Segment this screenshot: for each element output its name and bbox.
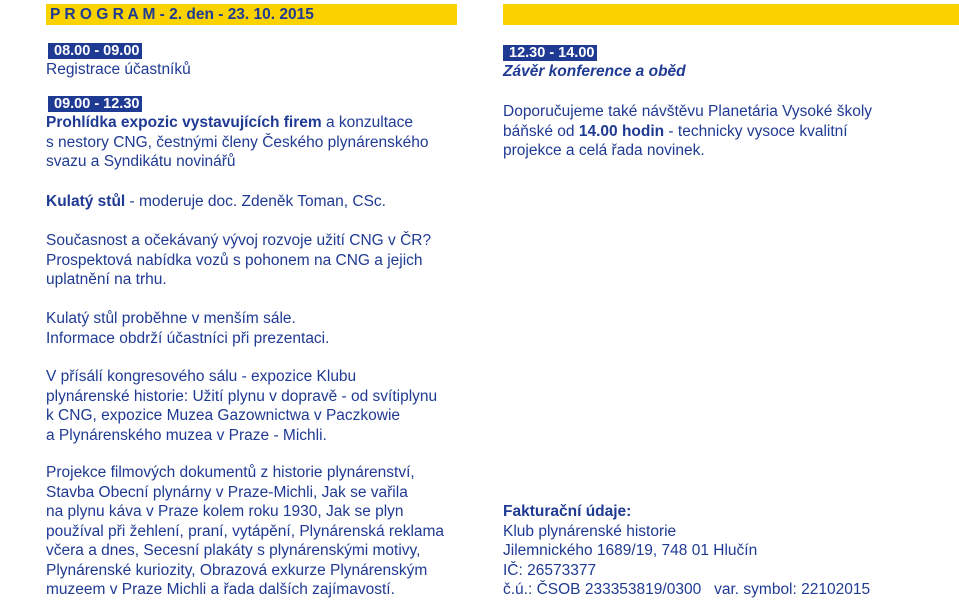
session-text: Prohlídka expozic vystavujících firem a konzultace (46, 114, 414, 131)
recommendation: Doporučujeme také návštěvu Planetária Vysoké školy báňské od 14.00 hodin - technicky vysoce kvalitní projekce a celá řada novinek. (503, 103, 873, 159)
billing-info: Fakturační údaje: Klub plynárenské historie Jilemnického 1689/19, 748 01 Hlučín IČ: 26573377 č.ú.: ČSOB 233353819/0300 var. symbol: 22102015 (503, 502, 943, 600)
round-notes: Kulatý stůl proběhne v menším sále. Informace obdrží účastníci při prezentaci. (46, 310, 330, 347)
header-bar-right (503, 4, 959, 25)
session-title: Závěr konference a oběd (503, 63, 686, 80)
session-registration (46, 42, 486, 80)
session-closing (503, 44, 943, 82)
program-title: P R O G R A M - 2. den - 23. 10. 2015 (50, 6, 314, 23)
round-table: Kulatý stůl - moderuje doc. Zdeněk Toman, CSc. (46, 193, 386, 210)
time-tag: 08.00 - 09.00 (48, 43, 142, 59)
film-projection: Projekce filmových dokumentů z historie plynárenství, Stavba Obecní plynárny v Praze-Michli, Jak se vařila na plynu káva v Praze kolem roku 1930, Jak se plyn používal při žehlení, praní, vytápění, Plynárenská reklama včera a dnes, Secesní plakáty s plynárenskými motivy, Plynárenské kuriozity, Obrazová exkurze Plynárenským muzeem v Praze Michli a řada dalších zajímavostí. (46, 464, 445, 598)
session-title: Registrace účastníků (46, 61, 191, 78)
time-tag: 12.30 - 14.00 (503, 45, 597, 61)
round-topics: Současnost a očekávaný vývoj rozvoje užití CNG v ČR? Prospektová nabídka vozů s pohonem na CNG a jejich uplatnění na trhu. (46, 232, 432, 288)
session-expo (46, 95, 486, 172)
session-text: svazu a Syndikátu novinářů (46, 153, 236, 170)
session-text: s nestory CNG, čestnými členy Českého plynárenského (46, 133, 429, 151)
billing-title: Fakturační údaje: (503, 503, 632, 520)
time-tag: 09.00 - 12.30 (48, 96, 142, 112)
header-bar (46, 4, 457, 25)
expo-info: V přísálí kongresového sálu - expozice Klubu plynárenské historie: Užití plynu v dopravě - od svítiplynu k CNG, expozice Muzea Gazownictwa v Paczkowie a Plynárenského muzea v Praze - Michli. (46, 368, 438, 444)
